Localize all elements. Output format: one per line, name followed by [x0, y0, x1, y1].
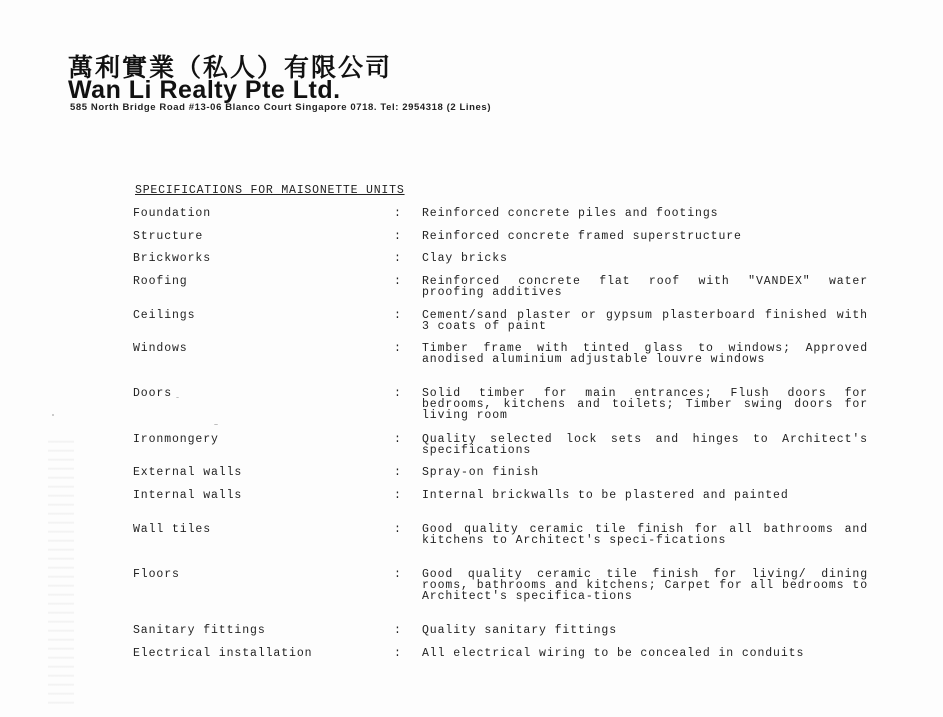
spec-separator: : [394, 252, 402, 265]
spec-label: Structure [133, 230, 204, 243]
spec-label: Electrical installation [133, 647, 313, 660]
company-name: Wan Li Realty Pte Ltd. [68, 76, 341, 104]
document-title: SPECIFICATIONS FOR MAISONETTE UNITS [135, 184, 405, 197]
spec-separator: : [394, 523, 402, 536]
spec-separator: : [394, 230, 402, 243]
spec-description: Spray-on finish [422, 466, 540, 479]
spec-label: Doors [133, 387, 173, 400]
spec-description: Quality sanitary fittings [422, 624, 618, 637]
spec-separator: : [394, 466, 402, 479]
spec-separator: : [394, 433, 402, 446]
spec-label: Roofing [133, 275, 188, 288]
spec-description: Good quality ceramic tile finish for all bathrooms and kitchens to Architect's speci-fications [422, 523, 868, 547]
scan-artifact [48, 440, 74, 710]
spec-label: Ceilings [133, 309, 196, 322]
spec-label: Foundation [133, 207, 212, 220]
spec-description: Cement/sand plaster or gypsum plasterboard finished with 3 coats of paint [422, 309, 868, 333]
spec-label: External walls [133, 466, 243, 479]
spec-description: Good quality ceramic tile finish for living/ dining rooms, bathrooms and kitchens; Carpet for all bedrooms to Architect's specifica-tions [422, 568, 868, 603]
spec-description: All electrical wiring to be concealed in conduits [422, 647, 805, 660]
spec-separator: : [394, 489, 402, 502]
spec-label: Internal walls [133, 489, 243, 502]
scan-speck [214, 424, 218, 425]
spec-separator: : [394, 309, 402, 322]
spec-label: Ironmongery [133, 433, 219, 446]
spec-label: Wall tiles [133, 523, 212, 536]
scan-speck [52, 414, 54, 416]
company-address: 585 North Bridge Road #13-06 Blanco Court Singapore 0718. Tel: 2954318 (2 Lines) [70, 102, 492, 113]
spec-separator: : [394, 647, 402, 660]
spec-label: Floors [133, 568, 180, 581]
spec-separator: : [394, 387, 402, 400]
spec-separator: : [394, 568, 402, 581]
scan-speck [176, 397, 179, 398]
spec-label: Windows [133, 342, 188, 355]
spec-description: Reinforced concrete piles and footings [422, 207, 719, 220]
spec-description: Solid timber for main entrances; Flush doors for bedrooms, kitchens and toilets; Timber swing doors for living room [422, 387, 868, 422]
spec-description: Reinforced concrete framed superstructure [422, 230, 742, 243]
spec-separator: : [394, 207, 402, 220]
spec-description: Quality selected lock sets and hinges to Architect's specifications [422, 433, 868, 457]
spec-description: Reinforced concrete flat roof with "VANDEX" water proofing additives [422, 275, 868, 299]
spec-label: Sanitary fittings [133, 624, 266, 637]
spec-separator: : [394, 275, 402, 288]
company-chinese-name: 萬利實業（私人）有限公司 [68, 53, 393, 82]
spec-separator: : [394, 342, 402, 355]
spec-description: Clay bricks [422, 252, 508, 265]
spec-description: Timber frame with tinted glass to windows; Approved anodised aluminium adjustable louvre windows [422, 342, 868, 366]
spec-separator: : [394, 624, 402, 637]
spec-description: Internal brickwalls to be plastered and painted [422, 489, 789, 502]
spec-label: Brickworks [133, 252, 212, 265]
